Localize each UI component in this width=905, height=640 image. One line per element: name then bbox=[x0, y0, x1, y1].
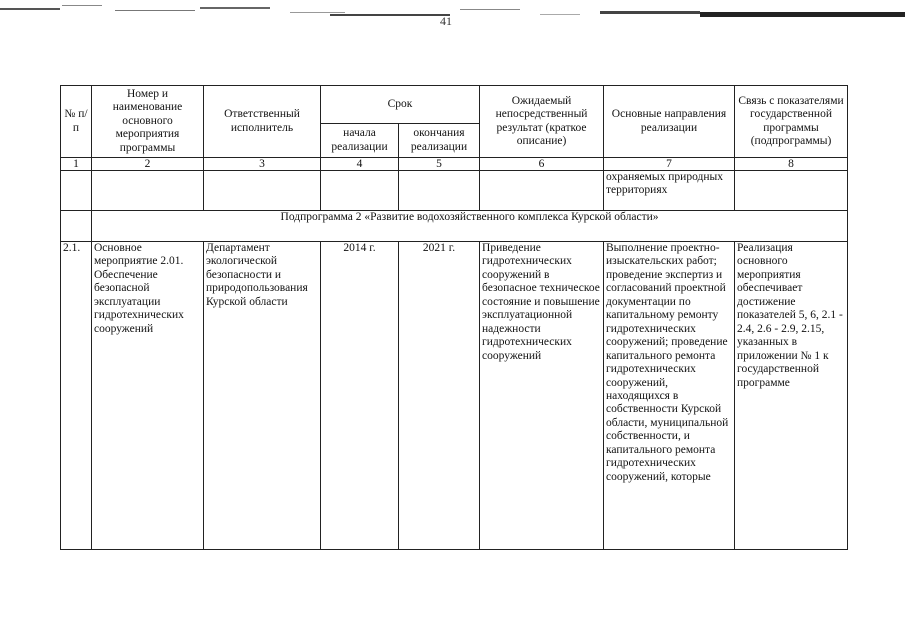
column-number: 1 bbox=[61, 158, 92, 171]
header-term: Срок bbox=[321, 86, 480, 124]
column-number: 5 bbox=[399, 158, 480, 171]
subprogram-title: Подпрограмма 2 «Развитие водохозяйственного комплекса Курской области» bbox=[92, 211, 848, 242]
column-number-row bbox=[61, 158, 848, 171]
header-start: начала реализации bbox=[321, 124, 399, 158]
column-number: 3 bbox=[204, 158, 321, 171]
row-directions: Выполнение проектно-изыскательских работ; проведение экспертиз и согласований проектной документации по капитальному ремонту гидротехнических сооружений; проведение капитального ремонта гидротехнических сооружений, находящихся в собственности Курской области, муниципальной собственности, и капитального ремонта гидротехнических сооружений, которые bbox=[604, 242, 735, 550]
column-number: 7 bbox=[604, 158, 735, 171]
header-event: Номер и наименование основного мероприятия программы bbox=[92, 86, 204, 158]
header-end: окончания реализации bbox=[399, 124, 480, 158]
header-executor: Ответственный исполнитель bbox=[204, 86, 321, 158]
row-event: Основное мероприятие 2.01. Обеспечение безопасной эксплуатации гидротехнических сооружений bbox=[92, 242, 204, 550]
scan-noise-top bbox=[0, 0, 905, 30]
events-table bbox=[60, 85, 848, 550]
cell-empty bbox=[480, 171, 604, 211]
header-row-1 bbox=[61, 86, 848, 124]
cell-empty bbox=[92, 171, 204, 211]
column-number: 4 bbox=[321, 158, 399, 171]
row-start: 2014 г. bbox=[321, 242, 399, 550]
header-result: Ожидаемый непосредственный результат (краткое описание) bbox=[480, 86, 604, 158]
cell-empty bbox=[321, 171, 399, 211]
cell-empty bbox=[61, 211, 92, 242]
header-directions: Основные направления реализации bbox=[604, 86, 735, 158]
row-number: 2.1. bbox=[61, 242, 92, 550]
table-row bbox=[61, 242, 848, 550]
header-num: № п/п bbox=[61, 86, 92, 158]
cell-empty bbox=[735, 171, 848, 211]
page-number: 41 bbox=[440, 14, 452, 28]
continuation-row bbox=[61, 171, 848, 211]
continuation-directions: охраняемых природных территориях bbox=[604, 171, 735, 211]
row-result: Приведение гидротехнических сооружений в безопасное техническое состояние и повышение эксплуатационной надежности гидротехнических сооружений bbox=[480, 242, 604, 550]
row-executor: Департамент экологической безопасности и природопользования Курской области bbox=[204, 242, 321, 550]
cell-empty bbox=[61, 171, 92, 211]
header-indicators: Связь с показателями государственной программы (подпрограммы) bbox=[735, 86, 848, 158]
row-end: 2021 г. bbox=[399, 242, 480, 550]
cell-empty bbox=[399, 171, 480, 211]
row-indicators: Реализация основного мероприятия обеспечивает достижение показателей 5, 6, 2.1 - 2.4, 2.6 - 2.9, 2.15, указанных в приложении № 1 к государственной программе bbox=[735, 242, 848, 550]
cell-empty bbox=[204, 171, 321, 211]
subprogram-row bbox=[61, 211, 848, 242]
column-number: 6 bbox=[480, 158, 604, 171]
column-number: 2 bbox=[92, 158, 204, 171]
column-number: 8 bbox=[735, 158, 848, 171]
